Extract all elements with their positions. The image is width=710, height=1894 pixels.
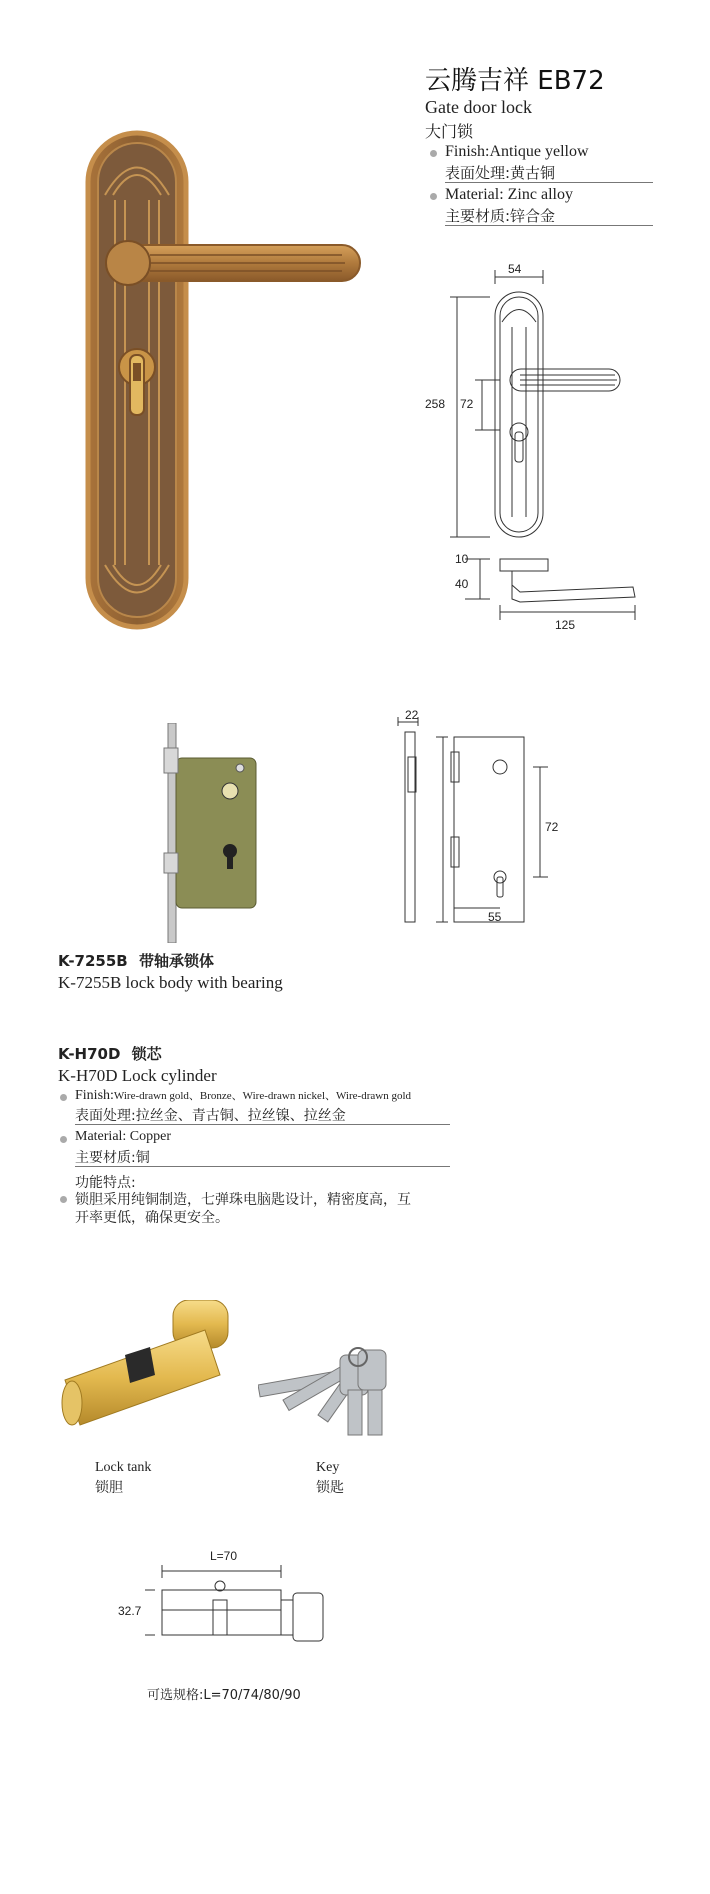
lockbody-code: K-7255B: [58, 952, 128, 970]
dim-height: 258: [425, 397, 446, 411]
dim-cylinder-height: 32.7: [118, 1604, 142, 1618]
divider: [445, 182, 653, 183]
tank-label-en: Lock tank: [95, 1460, 152, 1475]
product-finish-cn: 表面处理:黄古铜: [445, 164, 556, 182]
dim-lockbody-backset: 55: [488, 910, 502, 924]
dim-lockbody-center: 72: [545, 820, 559, 834]
dim-offset: 40: [455, 577, 469, 591]
cylinder-features-title: 功能特点:: [75, 1175, 136, 1191]
cylinder-finish-en: [75, 1087, 411, 1104]
product-title: 云腾吉祥 EB72: [425, 66, 605, 96]
product-subtitle-cn: 大门锁: [425, 122, 474, 141]
product-material-en: Material: Zinc alloy: [445, 186, 573, 203]
product-material-cn: 主要材质:锌合金: [445, 207, 556, 225]
dim-lockbody-width: 22: [405, 708, 419, 722]
cylinder-features-line2: 开率更低，确保更安全。: [75, 1210, 229, 1226]
cylinder-dimension-drawing: [145, 1560, 345, 1650]
handle-photo: [80, 125, 370, 635]
cylinder-finish-values: Wire-drawn gold、Bronze、Wire-drawn nickel、Wire-drawn gold: [113, 1090, 411, 1102]
product-finish-en: Finish:Antique yellow: [445, 143, 589, 160]
dim-length: 125: [555, 618, 576, 632]
key-label-en: Key: [316, 1460, 340, 1475]
divider: [75, 1124, 450, 1125]
lockbody-name-cn: 带轴承锁体: [138, 952, 214, 970]
lockbody-title: [58, 950, 214, 971]
cylinder-material-cn: 主要材质:铜: [75, 1150, 150, 1166]
dim-thickness: 10: [455, 552, 469, 566]
cylinder-desc-en: K-H70D Lock cylinder: [58, 1066, 217, 1085]
bullet-icon: [60, 1136, 67, 1143]
cylinder-photo: [55, 1300, 240, 1450]
bullet-icon: [60, 1196, 67, 1203]
cylinder-options: 可选规格:L=70/74/80/90: [147, 1688, 301, 1703]
key-photo: [258, 1345, 398, 1440]
dim-center: 72: [460, 397, 474, 411]
dim-cylinder-length: L=70: [210, 1549, 238, 1563]
product-subtitle-en: Gate door lock: [425, 97, 532, 117]
lockbody-desc-en: K-7255B lock body with bearing: [58, 973, 283, 992]
cylinder-code: K-H70D: [58, 1045, 121, 1063]
cylinder-features-line1: 锁胆采用纯铜制造，七弹珠电脑匙设计，精密度高，互: [75, 1192, 411, 1208]
cylinder-title: [58, 1043, 162, 1064]
cylinder-name-cn: 锁芯: [131, 1045, 162, 1063]
cylinder-finish-label: Finish:: [75, 1088, 114, 1103]
bullet-icon: [430, 150, 437, 157]
dim-width: 54: [508, 262, 522, 276]
cylinder-material-en: Material: Copper: [75, 1129, 172, 1144]
lockbody-photo: [150, 723, 260, 943]
bullet-icon: [430, 193, 437, 200]
divider: [445, 225, 653, 226]
divider: [75, 1166, 450, 1167]
cylinder-finish-cn: 表面处理:拉丝金、青古铜、拉丝镍、拉丝金: [75, 1108, 346, 1124]
bullet-icon: [60, 1094, 67, 1101]
tank-label-cn: 锁胆: [95, 1480, 123, 1496]
key-label-cn: 锁匙: [316, 1480, 344, 1496]
